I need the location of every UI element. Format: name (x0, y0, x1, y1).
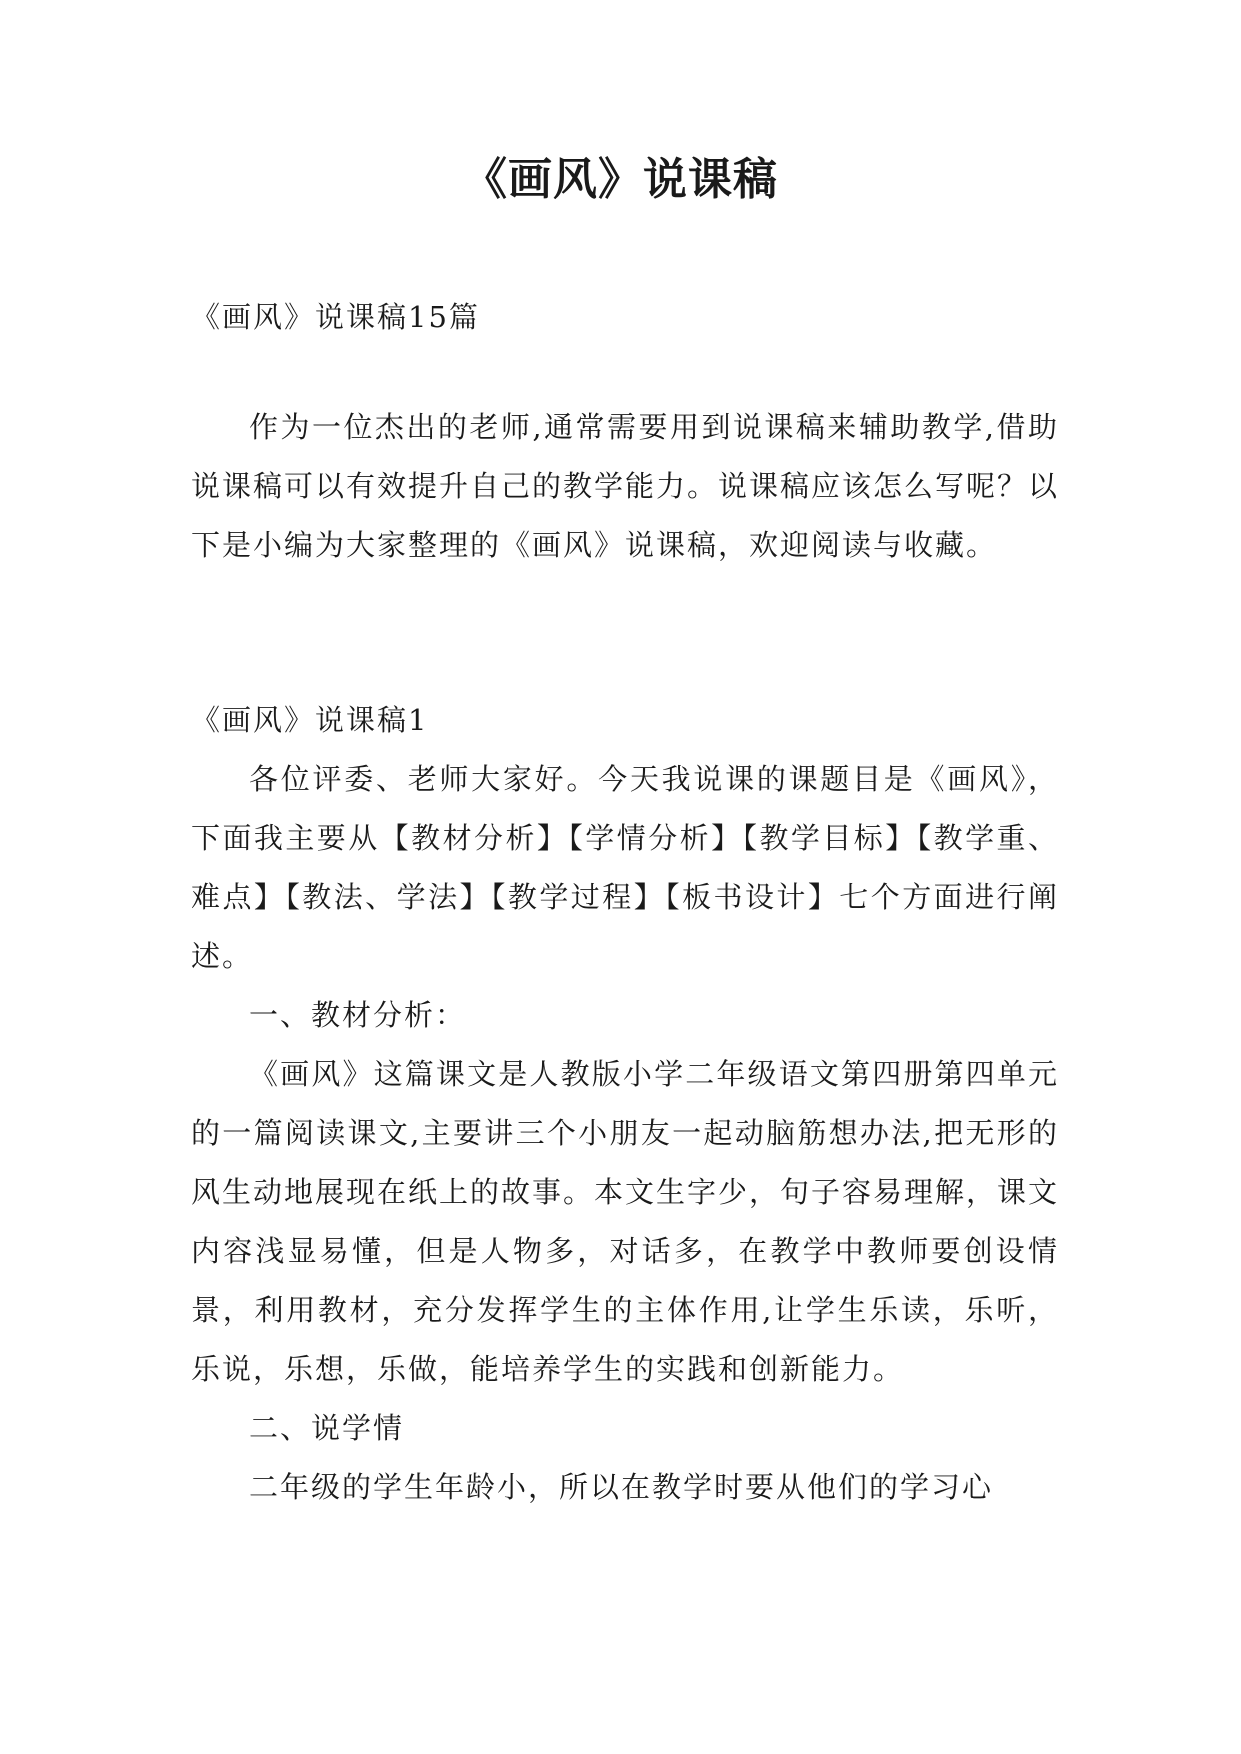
intro-paragraph: 作为一位杰出的老师,通常需要用到说课稿来辅助教学,借助说课稿可以有效提升自己的教学能力。说课稿应该怎么写呢？以下是小编为大家整理的《画风》说课稿，欢迎阅读与收藏。 (191, 410, 1060, 562)
subtitle-text: 《画风》说课稿15篇 (191, 300, 480, 334)
body-paragraph-material: 《画风》这篇课文是人教版小学二年级语文第四册第四单元的一篇阅读课文,主要讲三个小朋友一起动脑筋想办法,把无形的风生动地展现在纸上的故事。本文生字少，句子容易理解，课文内容浅显易懂，但是人物多，对话多，在教学中教师要创设情景，利用教材，充分发挥学生的主体作用,让学生乐读，乐听，乐说，乐想，乐做，能培养学生的实践和创新能力。 (191, 1057, 1060, 1386)
intro-section (191, 398, 1059, 575)
heading-student-analysis: 二、说学情 (249, 1411, 405, 1445)
lesson-section-1 (191, 691, 1059, 1517)
body-paragraph-greeting: 各位评委、老师大家好。今天我说课的课题目是《画风》，下面我主要从【教材分析】【学情分析】【教学目标】【教学重、难点】【教法、学法】【教学过程】【板书设计】七个方面进行阐述。 (191, 762, 1059, 973)
heading-material-analysis: 一、教材分析： (249, 998, 467, 1032)
document-subtitle (191, 288, 1059, 347)
document-title: 《画风》说课稿 (463, 154, 778, 205)
section-heading: 《画风》说课稿1 (191, 703, 429, 737)
body-paragraph-students: 二年级的学生年龄小，所以在教学时要从他们的学习心 (249, 1470, 994, 1504)
